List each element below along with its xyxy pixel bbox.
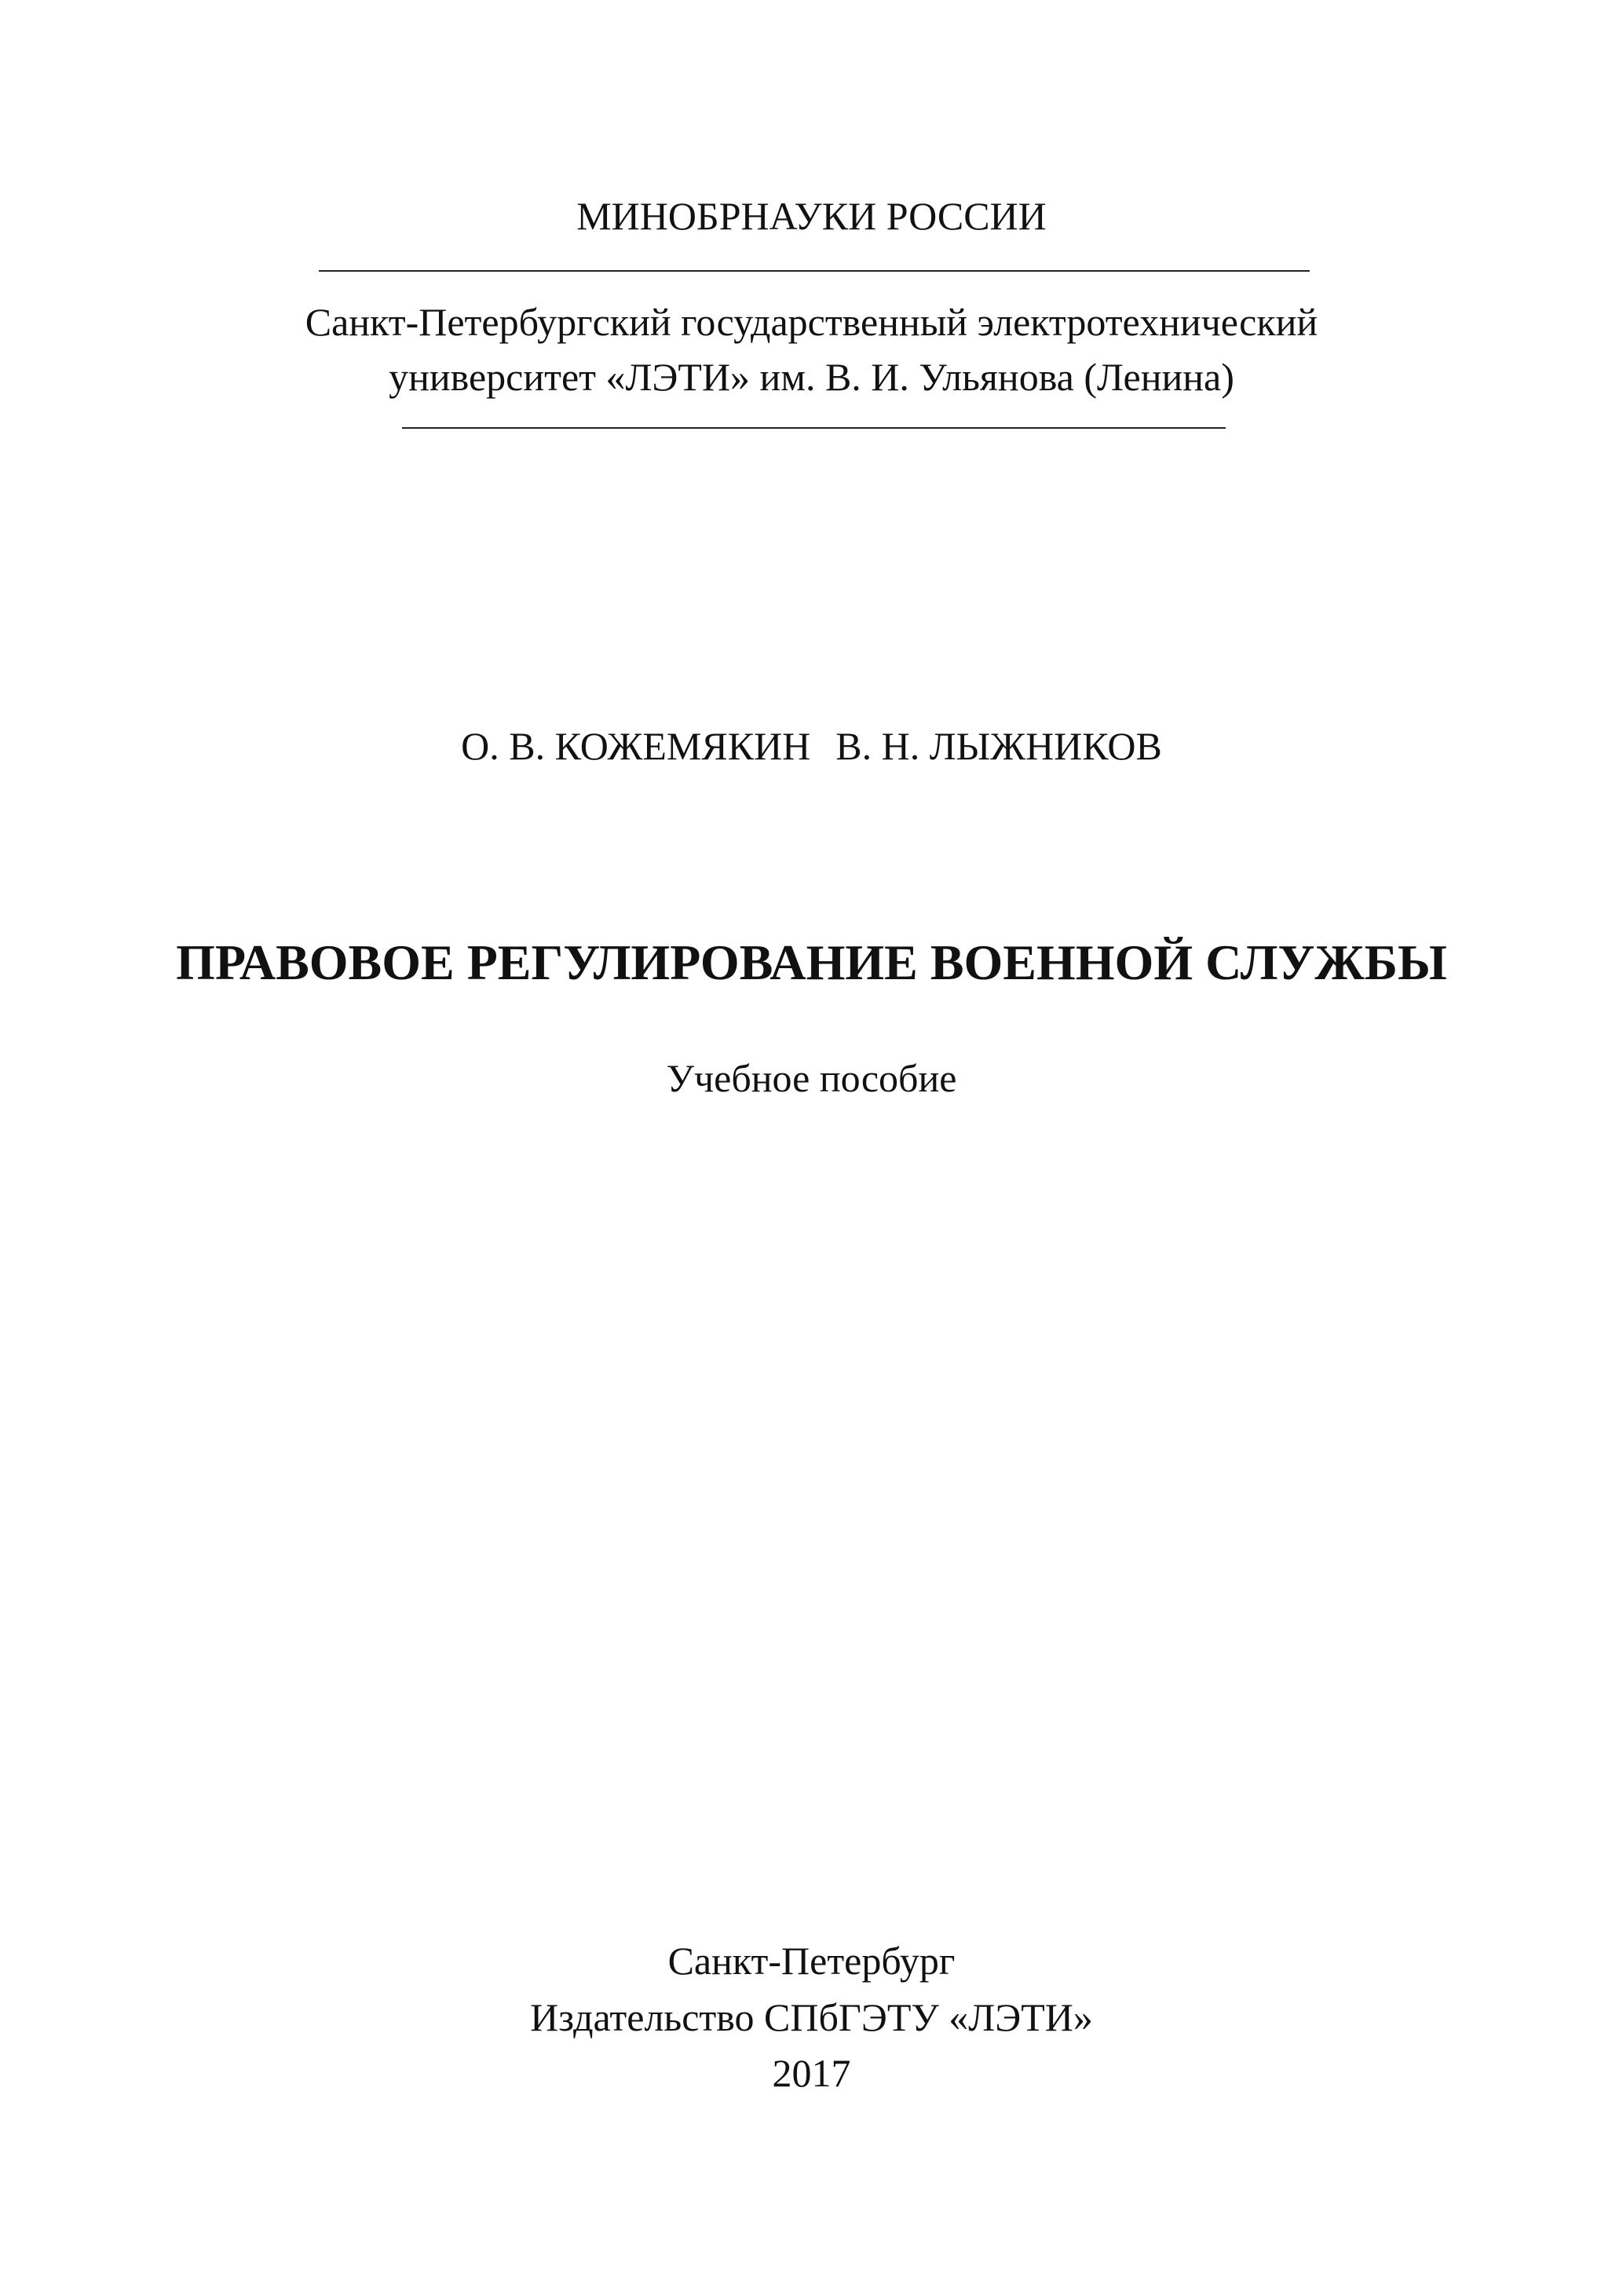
author-2: В. Н. ЛЫЖНИКОВ xyxy=(835,724,1162,768)
book-subtitle: Учебное пособие xyxy=(666,1056,957,1100)
university-name-line-1: Санкт-Петербургский государственный электротехнический xyxy=(305,300,1318,344)
imprint-city: Санкт-Петербург xyxy=(667,1939,956,1983)
book-title: ПРАВОВОЕ РЕГУЛИРОВАНИЕ ВОЕННОЙ СЛУЖБЫ xyxy=(176,934,1447,990)
author-1: О. В. КОЖЕМЯКИН xyxy=(461,724,811,768)
authors xyxy=(0,722,1623,770)
university-name-line-2: университет «ЛЭТИ» им. В. И. Ульянова (Ленина) xyxy=(389,355,1234,399)
imprint-year: 2017 xyxy=(772,2051,851,2095)
imprint-publisher: Издательство СПбГЭТУ «ЛЭТИ» xyxy=(530,1995,1093,2039)
ministry-name: МИНОБРНАУКИ РОССИИ xyxy=(576,194,1047,238)
header-divider-bottom xyxy=(402,427,1226,429)
header-divider-top xyxy=(319,270,1310,272)
